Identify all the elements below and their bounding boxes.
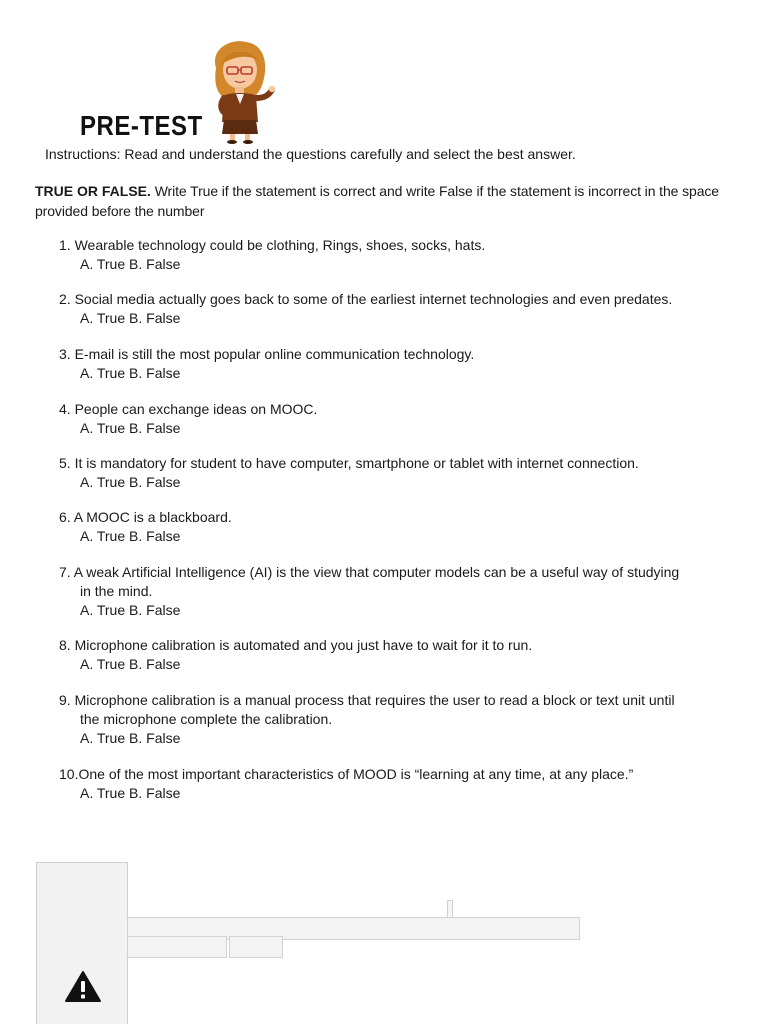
section-instructions [35, 181, 735, 221]
question-stem: One of the most important characteristics of MOOD is “learning at any time, at any place.” [78, 766, 634, 782]
question-stem: People can exchange ideas on MOOC. [70, 401, 318, 417]
question-number: 5. [59, 455, 71, 471]
section-heading: TRUE OR FALSE. [35, 183, 151, 199]
question-number: 7. [59, 564, 71, 580]
question-number: 10. [59, 766, 79, 782]
question-item [59, 345, 739, 383]
question-item [59, 236, 739, 274]
answer-options: A. True B. False [80, 256, 181, 272]
question-item [59, 400, 739, 438]
embed-divider [447, 900, 453, 918]
question-number: 9. [59, 692, 71, 708]
page-title: PRE-TEST [80, 111, 203, 143]
question-stem: Wearable technology could be clothing, Rings, shoes, socks, hats. [70, 237, 486, 253]
embed-box [127, 936, 227, 958]
answer-options: A. True B. False [80, 785, 181, 801]
question-item [59, 508, 739, 546]
embed-box [229, 936, 283, 958]
question-stem: It is mandatory for student to have computer, smartphone or tablet with internet connection. [70, 455, 639, 471]
section-text: Write True if the statement is correct and write False if the statement is incorrect in the space provided before the number [35, 183, 719, 219]
question-item [59, 290, 739, 328]
answer-options: A. True B. False [80, 474, 181, 490]
question-item [59, 454, 739, 492]
instructions-text: Instructions: Read and understand the questions carefully and select the best answer. [45, 146, 576, 162]
question-stem-continued: the microphone complete the calibration. [80, 711, 333, 727]
question-stem-continued: in the mind. [80, 583, 153, 599]
question-stem: A MOOC is a blackboard. [70, 509, 232, 525]
answer-options: A. True B. False [80, 602, 181, 618]
warning-icon [64, 970, 102, 1004]
question-number: 6. [59, 509, 71, 525]
answer-options: A. True B. False [80, 730, 181, 746]
answer-options: A. True B. False [80, 656, 181, 672]
question-number: 3. [59, 346, 71, 362]
question-item [59, 765, 739, 803]
question-number: 1. [59, 237, 71, 253]
answer-options: A. True B. False [80, 310, 181, 326]
answer-options: A. True B. False [80, 420, 181, 436]
answer-options: A. True B. False [80, 365, 181, 381]
answer-options: A. True B. False [80, 528, 181, 544]
question-number: 2. [59, 291, 71, 307]
question-item [59, 691, 739, 748]
question-stem: A weak Artificial Intelligence (AI) is the view that computer models can be a useful way of studying [70, 564, 680, 580]
question-stem: Microphone calibration is a manual process that requires the user to read a block or text unit until [70, 692, 675, 708]
question-item [59, 636, 739, 674]
teacher-cartoon-icon [202, 38, 282, 144]
question-stem: E-mail is still the most popular online communication technology. [70, 346, 475, 362]
question-number: 4. [59, 401, 71, 417]
question-item [59, 563, 739, 620]
question-stem: Social media actually goes back to some of the earliest internet technologies and even predates. [70, 291, 673, 307]
question-number: 8. [59, 637, 71, 653]
question-stem: Microphone calibration is automated and you just have to wait for it to run. [70, 637, 533, 653]
